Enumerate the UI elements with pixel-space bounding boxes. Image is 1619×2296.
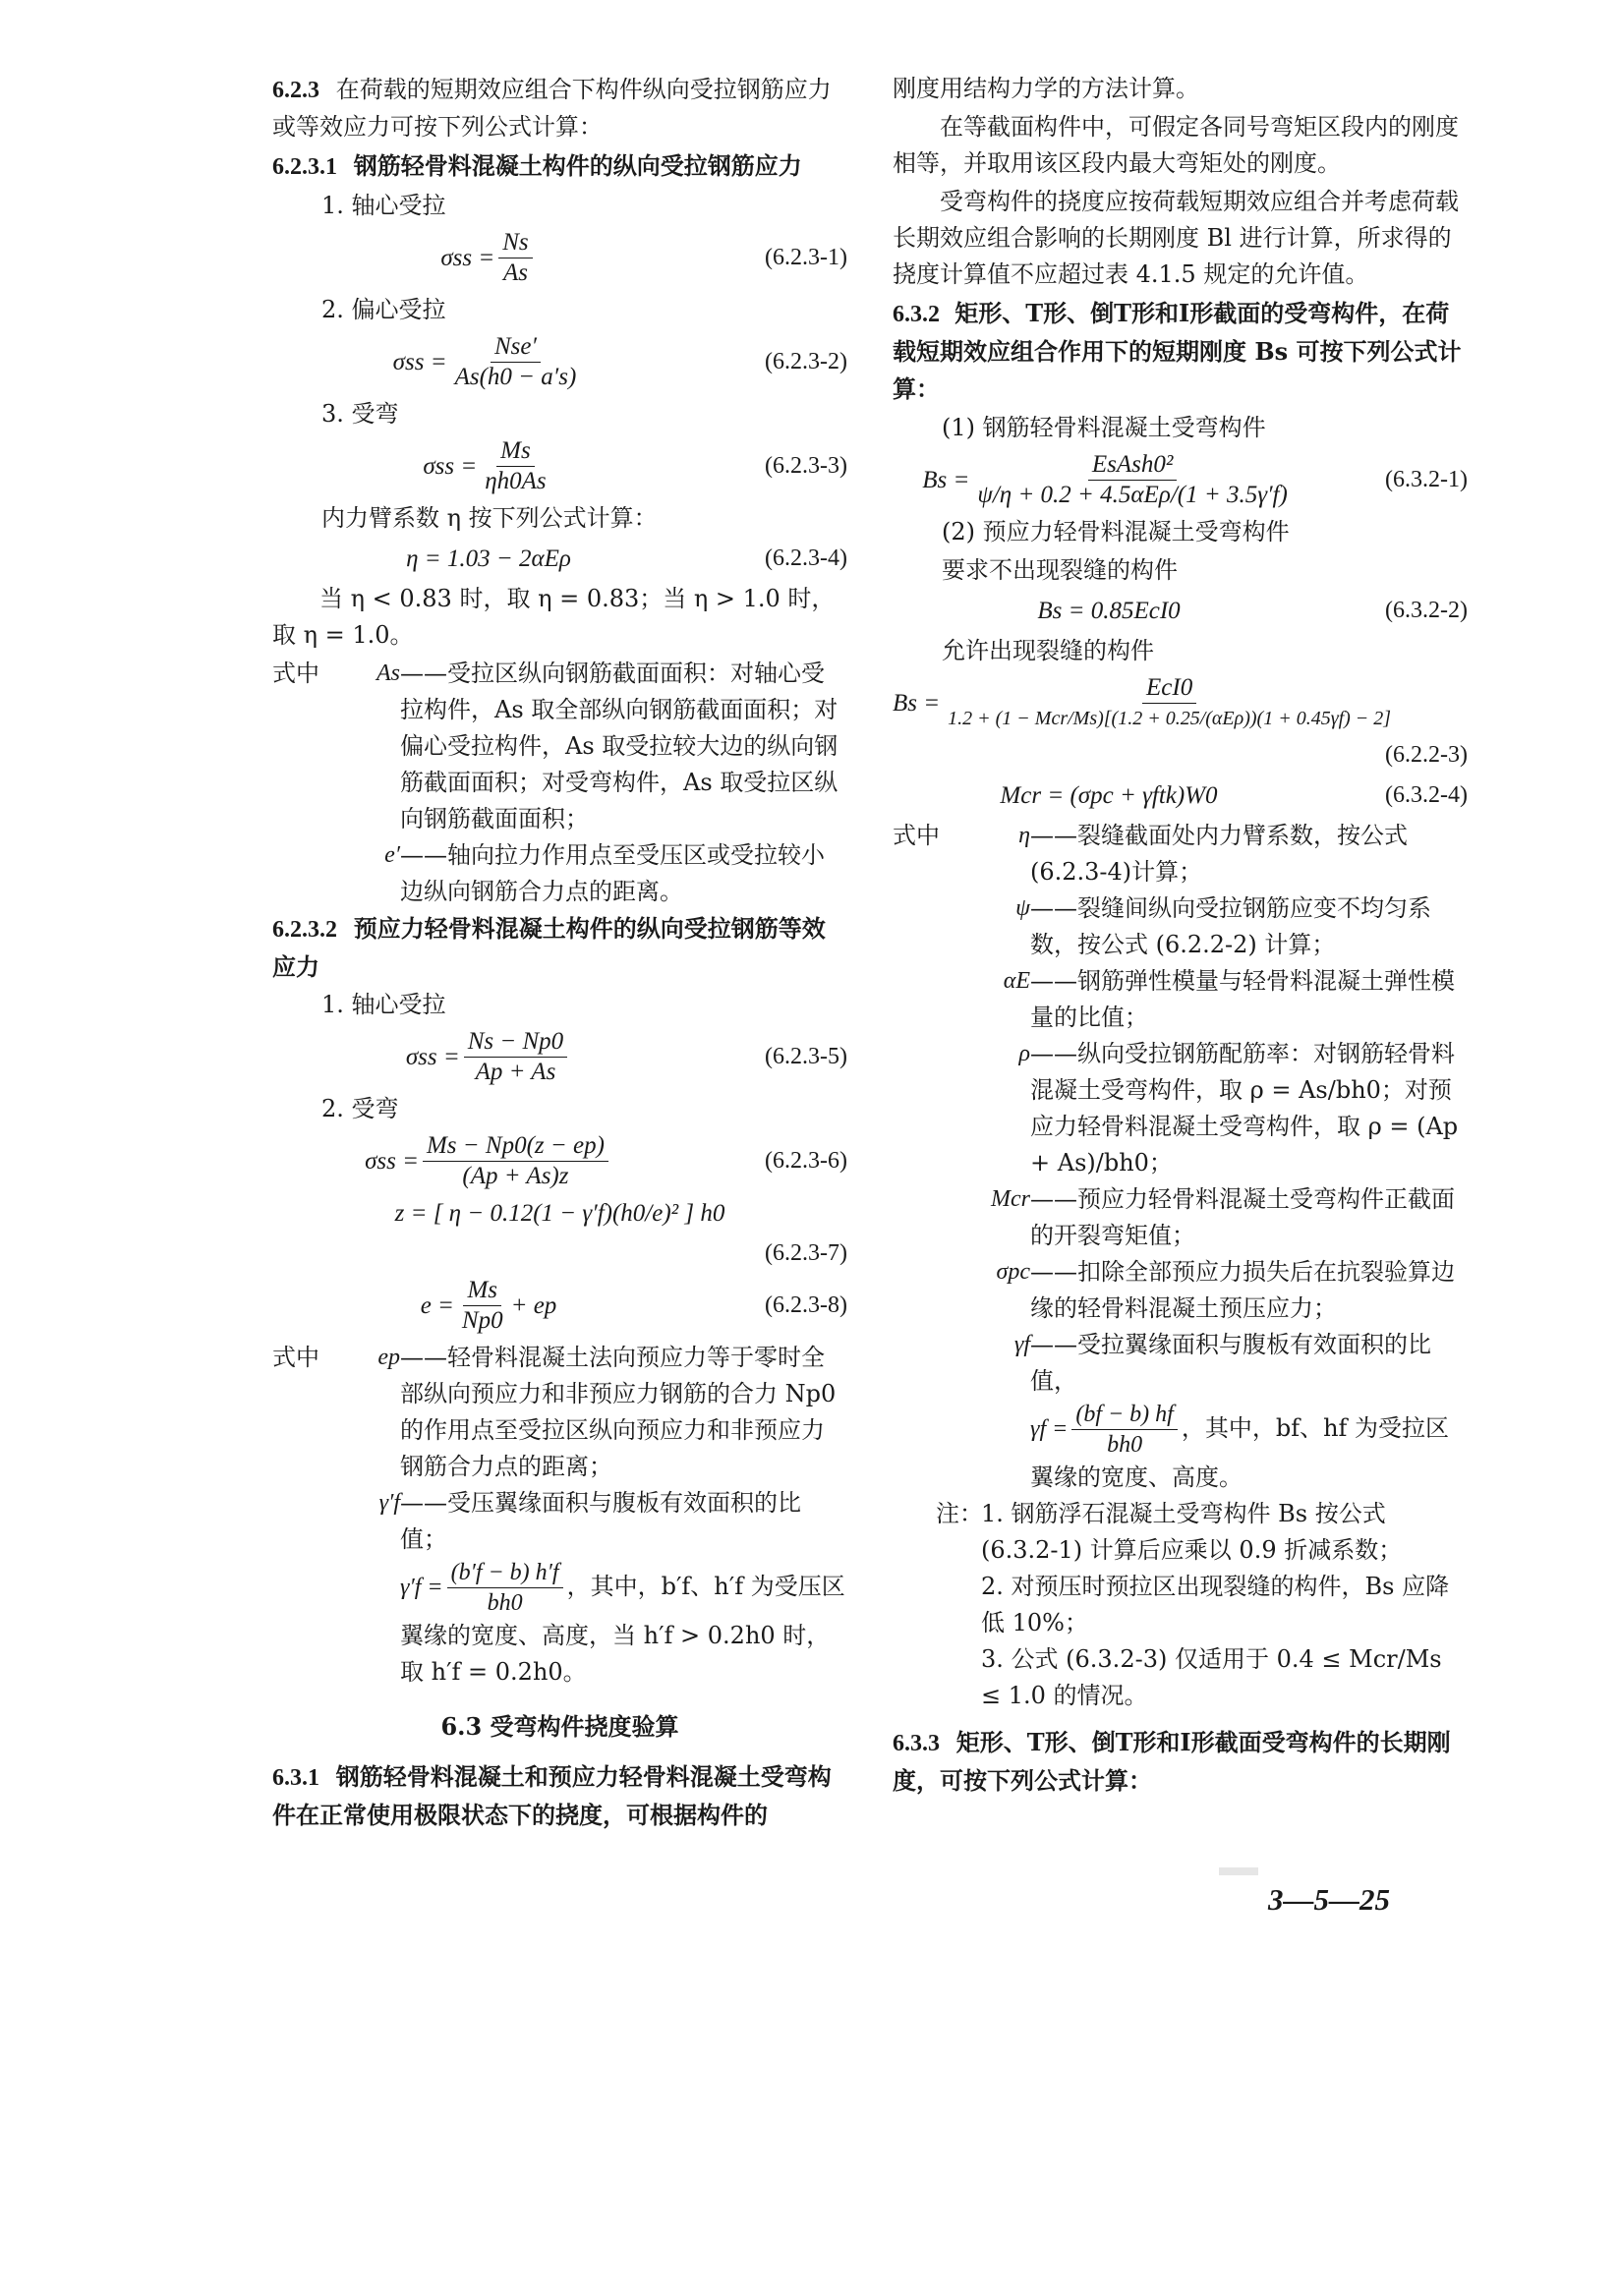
eta-limit: 当 η < 0.83 时，取 η = 0.83；当 η > 1.0 时，取 η = 1.0。 [272, 585, 836, 649]
clause-6-3-3: 6.3.3 矩形、T形、倒T形和I形截面受弯构件的长期刚度，可按下列公式计算： [893, 1728, 1451, 1795]
equation-6-2-3-7: z = [ η − 0.12(1 − γ′f)(h0/e)² ] h0 [394, 1200, 725, 1227]
note-2: 2. 对预压时预拉区出现裂缝的构件，Bs 应降低 10%； [981, 1573, 1450, 1636]
note-label: 注： [936, 1500, 983, 1527]
equation-6-2-3-2: σss = $\frac{\text{Nse′}}{As(h0 - a's)}$ (6.2.3-2) [392, 333, 847, 390]
case-no-cracks: 要求不出现裂缝的构件 [942, 556, 1178, 584]
paragraph-constant-section: 在等截面构件中，可假定各同号弯矩区段内的刚度相等，并取用该区段内最大弯矩处的刚度。 [893, 113, 1459, 177]
left-column [272, 71, 847, 1835]
case-cracks-allowed: 允许出现裂缝的构件 [942, 637, 1154, 664]
equation-6-3-2-4: Mcr = (σpc + γftk)W0 (6.3.2-4) [893, 777, 1468, 814]
item-axial-tension: 1. 轴心受拉 [321, 192, 446, 219]
equation-6-2-3-5: σss = $\frac{Ns - Np0}{Ap + As}$ (6.2.3-5) [405, 1028, 847, 1085]
item-bending: 3. 受弯 [321, 400, 399, 428]
clause-6-2-3: 6.2.3 在荷载的短期效应组合下构件纵向受拉钢筋应力或等效应力可按下列公式计算： [272, 76, 832, 141]
definition-rho: ρ ——纵向受拉钢筋配筋率：对钢筋轻骨料混凝土受弯构件，取 ρ = As/bh0；对预应力轻骨料混凝土受弯构件，取 ρ = (Ap + As)/bh0； [1018, 1040, 1459, 1177]
clause-6-3-1-continued: 刚度用结构力学的方法计算。 [893, 75, 1199, 102]
equation-number: (6.2.3-6) [765, 1148, 847, 1174]
item-bending-prestressed: 2. 受弯 [321, 1095, 399, 1122]
clause-6-2-3-1: 6.2.3.1 钢筋轻骨料混凝土构件的纵向受拉钢筋应力 [272, 151, 802, 180]
equation-number: (6.2.3-7) [765, 1240, 847, 1266]
equation-6-3-2-2: Bs = 0.85EcI0 (6.3.2-2) [893, 593, 1468, 629]
equation-number: (6.2.3-5) [765, 1044, 847, 1069]
definition-gamma-f: γf ——受拉翼缘面积与腹板有效面积的比值， [1013, 1331, 1431, 1395]
equation-number: (6.3.2-1) [1385, 467, 1468, 492]
page-number: 3—5—25 [1268, 1882, 1390, 1917]
equation-number: (6.2.3-1) [765, 245, 847, 270]
equation-6-2-3-8: e = $\frac{Ms}{Np0}$ + ep (6.2.3-8) [420, 1277, 847, 1334]
definition-e-prime: e′ ——轴向拉力作用点至受压区或受拉较小边纵向钢筋合力点的距离。 [384, 841, 825, 905]
definition-eta: 式中 η ——裂缝截面处内力臂系数，按公式(6.2.3-4)计算； [893, 822, 1408, 886]
equation-number: (6.2.3-4) [765, 545, 847, 571]
section-6-3-title: 6.3 受弯构件挠度验算 [440, 1712, 679, 1741]
clause-6-3-1: 6.3.1 钢筋轻骨料混凝土和预应力轻骨料混凝土受弯构件在正常使用极限状态下的挠度，可根据构件的 [272, 1762, 832, 1829]
equation-6-2-2-3: Bs = $\frac{\text{EcI0}}{\text{1.2 + (1 − Mcr/Ms)[(1.2 + 0.25/(αEρ))(1 + 0.45γf) − 2]}}$ [893, 674, 1392, 729]
case-rc-bending: (1) 钢筋轻骨料混凝土受弯构件 [942, 414, 1266, 441]
equation-6-3-2-1: Bs = $\frac{\text{EsAsh0²}}{\text{ψ/η + 0.2 + 4.5αEρ/(1 + 3.5γ′f)}}$ (6.3.2-1) [922, 451, 1468, 508]
equation-number: (6.2.3-8) [765, 1292, 847, 1318]
note-1: 1. 钢筋浮石混凝土受弯构件 Bs 按公式 (6.3.2-1) 计算后应乘以 0.9 折减系数； [981, 1500, 1403, 1564]
clause-6-3-2: 6.3.2 矩形、T形、倒T形和I形截面的受弯构件，在荷载短期效应组合作用下的短期刚度 Bs 可按下列公式计算： [893, 299, 1462, 403]
equation-number: (6.2.3-2) [765, 349, 847, 374]
definition-sigma-pc: σpc ——扣除全部预应力损失后在抗裂验算边缘的轻骨料混凝土预压应力； [996, 1258, 1455, 1322]
right-column [893, 71, 1468, 1801]
equation-number: (6.2.3-3) [765, 453, 847, 479]
item-axial-tension-prestressed: 1. 轴心受拉 [321, 991, 446, 1018]
scan-smudge [1219, 1867, 1258, 1875]
definition-gamma-f-prime: γ′f ——受压翼缘面积与腹板有效面积的比值； [378, 1489, 801, 1553]
notes-block [893, 1496, 1468, 1714]
equation-number: (6.3.2-2) [1385, 598, 1468, 623]
paragraph-long-term-stiffness: 受弯构件的挠度应按荷载短期效应组合并考虑荷载长期效应组合影响的长期刚度 Bl 进行计算，所求得的挠度计算值不应超过表 4.1.5 规定的允许值。 [893, 188, 1459, 288]
equation-6-2-3-3: σss = $\frac{Ms}{\eta h0As}$ (6.2.3-3) [423, 437, 847, 494]
eta-intro: 内力臂系数 η 按下列公式计算： [321, 504, 658, 532]
definition-ep: 式中 ep ——轻骨料混凝土法向预应力等于零时全部纵向预应力和非预应力钢筋的合力 Np0 的作用点至受拉区纵向预应力和非预应力钢筋合力点的距离； [272, 1344, 837, 1480]
equation-6-2-3-6: σss = $\frac{Ms - Np0(z - ep)}{(Ap + As)z}$ (6.2.3-6) [365, 1132, 847, 1189]
equation-6-2-3-4: η = 1.03 − 2αEρ (6.2.3-4) [272, 541, 847, 577]
item-eccentric-tension: 2. 偏心受拉 [321, 296, 446, 323]
definition-gamma-f-formula: γf = $\frac{(bf - b) hf}{bh0}$ ，其中，bf、hf 为受拉区翼缘的宽度、高度。 [1030, 1402, 1450, 1491]
definition-psi: ψ ——裂缝间纵向受拉钢筋应变不均匀系数，按公式 (6.2.2-2) 计算； [1015, 894, 1431, 958]
definition-As: 式中 As ——受拉区纵向钢筋截面面积：对轴心受拉构件，As 取全部纵向钢筋截面面积；对偏心受拉构件，As 取受拉较大边的纵向钢筋截面面积；对受弯构件，As 取受拉区纵向钢筋截面面积； [272, 660, 838, 832]
clause-6-2-3-2: 6.2.3.2 预应力轻骨料混凝土构件的纵向受拉钢筋等效应力 [272, 914, 826, 981]
case-prestressed-bending: (2) 预应力轻骨料混凝土受弯构件 [942, 518, 1290, 545]
equation-number: (6.3.2-4) [1385, 782, 1468, 808]
equation-6-2-3-1: σss = $\frac{Ns}{As}$ (6.2.3-1) [440, 229, 847, 286]
definition-gamma-f-prime-formula: γ′f = $\frac{(b'f - b) h'f}{bh0}$ ，其中，b′f、h′f 为受压区翼缘的宽度、高度，当 h′f > 0.2h0 时，取 h′f = 0.2h0。 [400, 1560, 845, 1686]
definition-mcr: Mcr ——预应力轻骨料混凝土受弯构件正截面的开裂弯矩值； [991, 1185, 1455, 1249]
note-3: 3. 公式 (6.3.2-3) 仅适用于 0.4 ≤ Mcr/Ms ≤ 1.0 的情况。 [981, 1645, 1442, 1709]
equation-number: (6.2.2-3) [1385, 742, 1468, 768]
definition-alpha-e: αE ——钢筋弹性模量与轻骨料混凝土弹性模量的比值； [1003, 967, 1455, 1031]
